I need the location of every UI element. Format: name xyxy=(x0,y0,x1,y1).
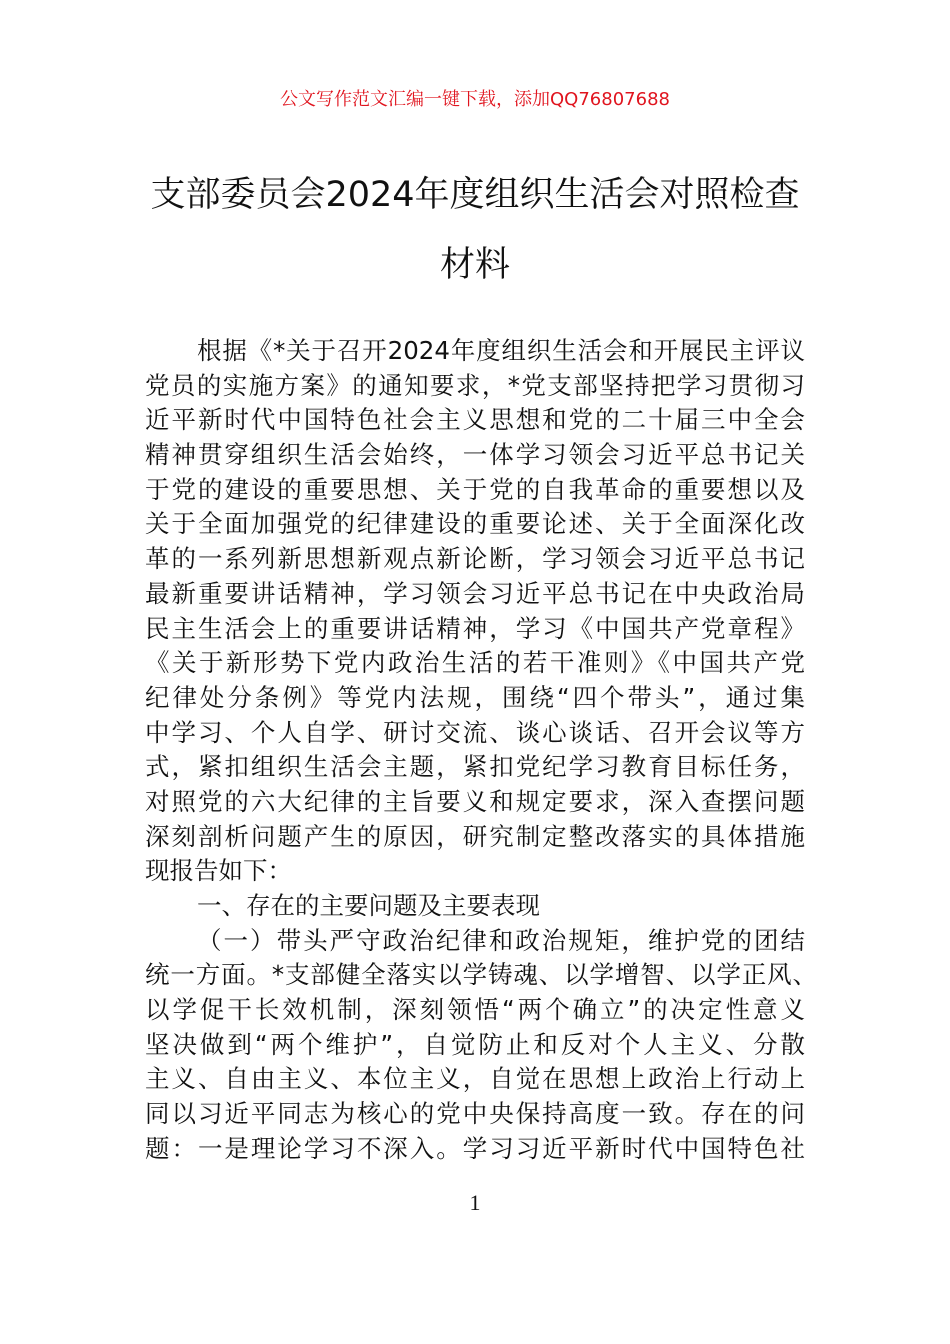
body-line: 深刻剖析问题产生的原因，研究制定整改落实的具体措施 xyxy=(145,821,805,851)
body-line: 精神贯穿组织生活会始终，一体学习领会习近平总书记关 xyxy=(145,440,805,470)
body-line: 中学习、个人自学、研讨交流、谈心谈话、召开会议等方 xyxy=(145,717,805,747)
body-line: 以学促干长效机制，深刻领悟“两个确立”的决定性意义 xyxy=(145,995,805,1025)
body-line: 根据《*关于召开2024年度组织生活会和开展民主评议 xyxy=(197,336,805,365)
document-title-line-1: 支部委员会2024年度组织生活会对照检查 xyxy=(150,175,800,215)
document-body xyxy=(145,334,817,1167)
section-heading: 一、存在的主要问题及主要表现 xyxy=(197,891,540,920)
body-line: 党员的实施方案》的通知要求，*党支部坚持把学习贯彻习 xyxy=(145,370,805,400)
body-line: 主义、自由主义、本位主义，自觉在思想上政治上行动上 xyxy=(145,1064,805,1094)
body-line: 纪律处分条例》等党内法规，围绕“四个带头”，通过集 xyxy=(145,682,805,712)
body-line: 于党的建设的重要思想、关于党的自我革命的重要想以及 xyxy=(145,474,805,504)
document-title-line-2: 材料 xyxy=(439,245,510,285)
body-line: 最新重要讲话精神，学习领会习近平总书记在中央政治局 xyxy=(145,578,805,608)
page-number: 1 xyxy=(469,1190,481,1215)
body-line: （一）带头严守政治纪律和政治规矩，维护党的团结 xyxy=(197,925,805,955)
body-line: 民主生活会上的重要讲话精神，学习《中国共产党章程》 xyxy=(145,613,805,643)
download-notice: 公文写作范文汇编一键下载，添加QQ76807688 xyxy=(280,89,670,110)
body-line: 《关于新形势下党内政治生活的若干准则》《中国共产党 xyxy=(145,648,805,678)
body-line: 题：一是理论学习不深入。学习习近平新时代中国特色社 xyxy=(145,1133,805,1163)
body-line: 革的一系列新思想新观点新论断，学习领会习近平总书记 xyxy=(145,544,805,574)
body-line: 统一方面。*支部健全落实以学铸魂、以学增智、以学正风、 xyxy=(145,960,817,990)
body-line: 现报告如下： xyxy=(145,856,292,886)
body-line: 近平新时代中国特色社会主义思想和党的二十届三中全会 xyxy=(145,405,805,435)
body-line: 关于全面加强党的纪律建设的重要论述、关于全面深化改 xyxy=(145,509,805,539)
body-line: 同以习近平同志为核心的党中央保持高度一致。存在的问 xyxy=(145,1099,805,1129)
body-line: 坚决做到“两个维护”，自觉防止和反对个人主义、分散 xyxy=(145,1029,805,1059)
body-line: 式，紧扣组织生活会主题，紧扣党纪学习教育目标任务， xyxy=(145,752,805,782)
body-line: 对照党的六大纪律的主旨要义和规定要求，深入查摆问题 xyxy=(145,786,805,816)
